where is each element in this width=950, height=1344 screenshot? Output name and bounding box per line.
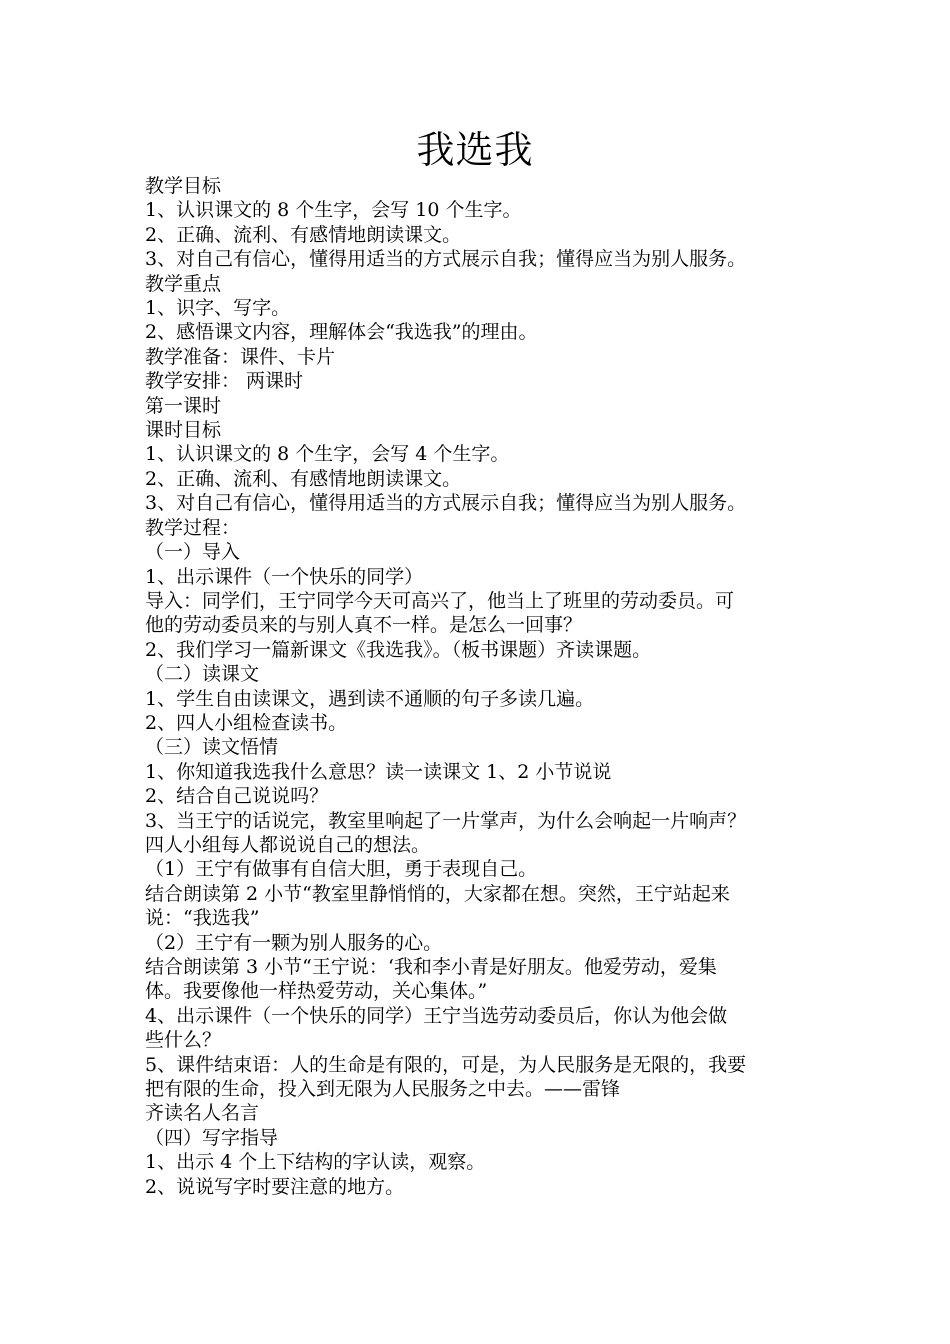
text-line: 教学安排： 两课时	[145, 370, 304, 393]
text-line: （2）王宁有一颗为别人服务的心。	[145, 931, 443, 954]
text-line: 2、说说写字时要注意的地方。	[145, 1175, 405, 1198]
text-line: 2、正确、流利、有感情地朗读课文。	[145, 467, 462, 490]
document-title: 我选我	[416, 128, 534, 172]
text-line: （1）王宁有做事有自信大胆，勇于表现自己。	[145, 858, 538, 881]
text-line: 5、课件结束语：人的生命是有限的，可是，为人民服务是无限的，我要	[145, 1053, 747, 1076]
text-line: 1、认识课文的 8 个生字，会写 10 个生字。	[145, 199, 522, 222]
text-line: 1、认识课文的 8 个生字，会写 4 个生字。	[145, 443, 510, 466]
text-line: 2、我们学习一篇新课文《我选我》。（板书课题）齐读课题。	[145, 638, 652, 661]
text-line: 1、出示 4 个上下结构的字认读，观察。	[145, 1151, 486, 1174]
text-line: 结合朗读第 3 小节“王宁说：‘我和李小青是好朋友。他爱劳动，爱集	[145, 956, 717, 978]
text-line: （二）读课文	[145, 663, 260, 686]
text-line: 第一课时	[145, 394, 222, 417]
text-line: 1、学生自由读课文，遇到读不通顺的句子多读几遍。	[145, 687, 595, 710]
text-line: 结合朗读第 2 小节“教室里静悄悄的，大家都在想。突然，王宁站起来	[145, 882, 730, 905]
text-line: 3、对自己有信心，懂得用适当的方式展示自我；懂得应当为别人服务。	[145, 492, 747, 515]
text-line: 2、四人小组检查读书。	[145, 711, 348, 734]
text-line: 2、正确、流利、有感情地朗读课文。	[145, 223, 462, 246]
text-line: 教学准备：课件、卡片	[145, 345, 336, 368]
text-line: 2、结合自己说说吗？	[145, 785, 329, 808]
text-line: 2、感悟课文内容，理解体会“我选我”的理由。	[145, 321, 538, 344]
text-line: 齐读名人名言	[145, 1102, 260, 1125]
text-line: 课时目标	[145, 419, 222, 442]
text-line: （一）导入	[145, 541, 241, 564]
text-line: 导入：同学们，王宁同学今天可高兴了，他当上了班里的劳动委员。可	[145, 589, 735, 612]
text-line: 4、出示课件（一个快乐的同学）王宁当选劳动委员后，你认为他会做	[145, 1004, 728, 1027]
text-line: 教学过程：	[145, 516, 241, 539]
text-line: （四）写字指导	[145, 1126, 279, 1149]
text-line: （三）读文悟情	[145, 736, 279, 759]
text-line: 他的劳动委员来的与别人真不一样。是怎么一回事？	[145, 614, 583, 637]
text-line: 教学目标	[145, 175, 222, 197]
text-line: 1、识字、写字。	[145, 297, 291, 320]
text-line: 体。我要像他一样热爱劳动，关心集体。”	[145, 980, 488, 1003]
text-line: 1、你知道我选我什么意思？读一读课文 1、2 小节说说	[145, 760, 612, 783]
document-body	[145, 174, 815, 1199]
text-line: 四人小组每人都说说自己的想法。	[145, 833, 431, 856]
text-line: 3、当王宁的话说完，教室里响起了一片掌声，为什么会响起一片响声？	[145, 809, 747, 832]
text-line: 1、出示课件（一个快乐的同学）	[145, 565, 424, 588]
text-line: 些什么？	[145, 1029, 222, 1052]
text-line: 把有限的生命，投入到无限为人民服务之中去。——雷锋	[145, 1078, 621, 1101]
text-line: 说：“我选我”	[145, 907, 260, 930]
text-line: 教学重点	[145, 272, 222, 295]
text-line: 3、对自己有信心，懂得用适当的方式展示自我；懂得应当为别人服务。	[145, 248, 747, 271]
